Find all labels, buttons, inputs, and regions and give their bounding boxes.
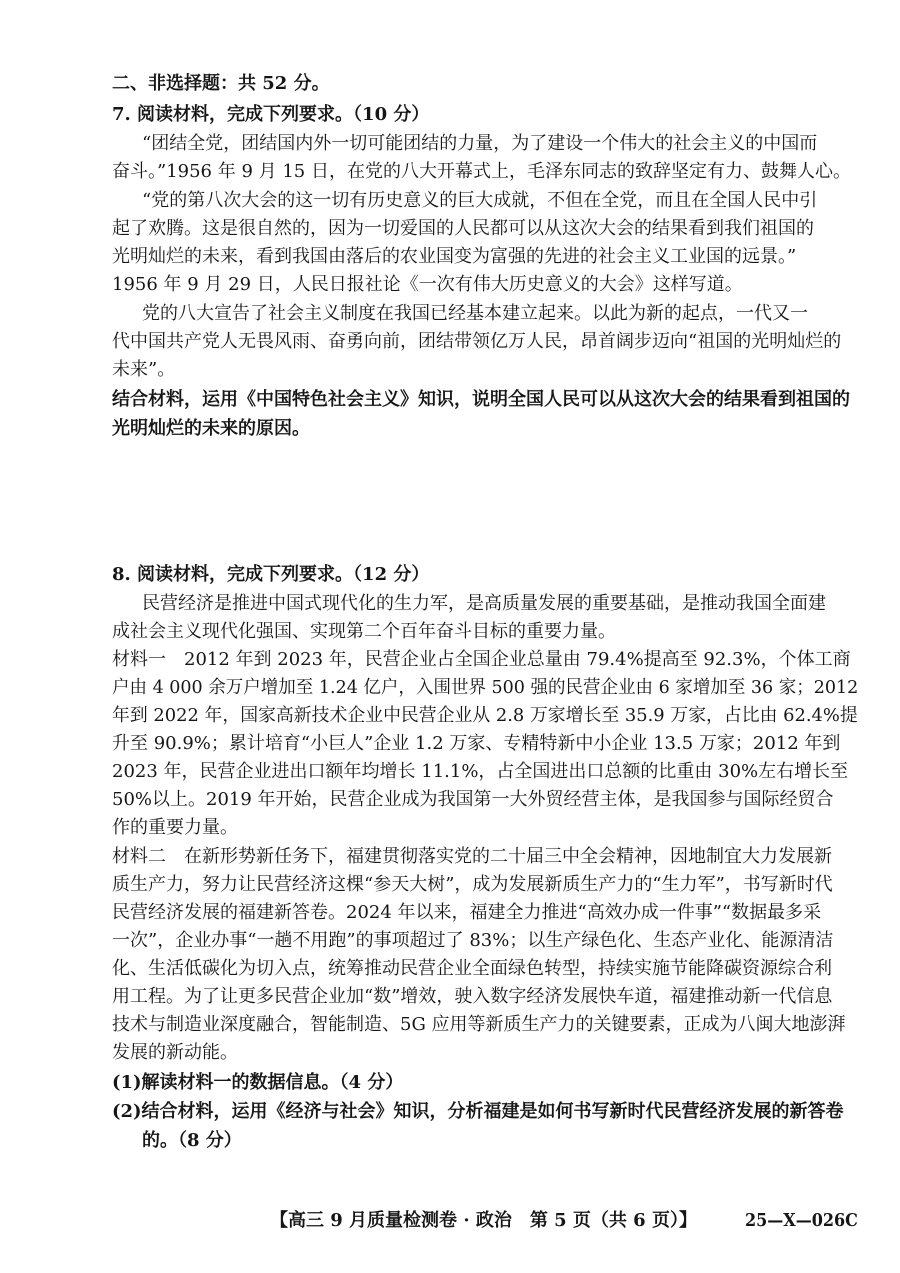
q7-question-line: 结合材料，运用《中国特色社会主义》知识，说明全国人民可以从这次大会的结果看到祖国的 [112,389,850,410]
q8-text-line: 发展的新动能。 [112,1042,238,1063]
q8-question-line: (1)解读材料一的数据信息。（4 分） [112,1072,404,1093]
q8-text-line: 技术与制造业深度融合，智能制造、5G 应用等新质生产力的关键要素，正成为八闽大地澎湃 [112,1014,846,1035]
q8-text-line: 质生产力，努力让民营经济这棵“参天大树”，成为发展新质生产力的“生力军”，书写新时代 [112,874,833,895]
q8-text-line: 升至 90.9%；累计培育“小巨人”企业 1.2 万家、专精特新中小企业 13.5 万家；2012 年到 [112,733,841,754]
q7-text-line: 起了欢腾。这是很自然的，因为一切爱国的人民都可以从这次大会的结果看到我们祖国的 [112,218,814,239]
q8-text-line: 材料二 在新形势新任务下，福建贯彻落实党的二十届三中全会精神，因地制宜大力发展新 [112,846,832,867]
q8-title: 8. 阅读材料，完成下列要求。（12 分） [112,564,430,585]
q8-text-line: 材料一 2012 年到 2023 年，民营企业占全国企业总量由 79.4%提高至 92.3%，个体工商 [112,649,851,670]
q7-text-line: “团结全党，团结国内外一切可能团结的力量，为了建设一个伟大的社会主义的中国而 [142,133,818,154]
q7-text-line: “党的第八次大会的这一切有历史意义的巨大成就，不但在全党，而且在全国人民中引 [142,190,818,211]
q8-text-line: 民营经济发展的福建新答卷。2024 年以来，福建全力推进“高效办成一件事”“数据最多采 [112,902,822,923]
q8-text-line: 成社会主义现代化强国、实现第二个百年奋斗目标的重要力量。 [112,621,616,642]
q8-text-line: 化、生活低碳化为切入点，统筹推动民营企业全面绿色转型，持续实施节能降碳资源综合利 [112,958,832,979]
q7-text-line: 1956 年 9 月 29 日，人民日报社论《一次有伟大历史意义的大会》这样写道。 [112,274,743,295]
q7-title: 7. 阅读材料，完成下列要求。（10 分） [112,104,430,125]
q7-text-line: 未来”。 [112,359,176,380]
q7-text-line: 党的八大宣告了社会主义制度在我国已经基本建立起来。以此为新的起点，一代又一 [142,303,808,324]
q7-text-line: 代中国共产党人无畏风雨、奋勇向前，团结带领亿万人民，昂首阔步迈向“祖国的光明灿烂的 [112,331,842,352]
q7-text-line: 奋斗。”1956 年 9 月 15 日，在党的八大开幕式上，毛泽东同志的致辞坚定有力、鼓舞人心。 [112,161,851,182]
footer-title: 【高三 9 月质量检测卷 · 政治 第 5 页（共 6 页）】 [270,1210,697,1231]
q8-text-line: 民营经济是推进中国式现代化的生力军，是高质量发展的重要基础，是推动我国全面建 [142,593,826,614]
section-heading: 二、非选择题：共 52 分。 [112,73,330,94]
q8-question-line: 的。（8 分） [142,1130,242,1151]
q8-question-line: (2)结合材料，运用《经济与社会》知识，分析福建是如何书写新时代民营经济发展的新答卷 [112,1101,844,1122]
q7-question-line: 光明灿烂的未来的原因。 [112,418,310,439]
q8-text-line: 50%以上。2019 年开始，民营企业成为我国第一大外贸经营主体，是我国参与国际经贸合 [112,789,834,810]
q7-text-line: 光明灿烂的未来，看到我国由落后的农业国变为富强的先进的社会主义工业国的远景。” [112,246,797,267]
q8-text-line: 一次”，企业办事“一趟不用跑”的事项超过了 83%；以生产绿色化、生态产业化、能源清洁 [112,930,834,951]
q8-text-line: 2023 年，民营企业进出口额年均增长 11.1%，占全国进出口总额的比重由 30%左右增长至 [112,761,849,782]
q8-text-line: 年到 2022 年，国家高新技术企业中民营企业从 2.8 万家增长至 35.9 万家，占比由 62.4%提 [112,705,858,726]
q8-text-line: 户由 4 000 余万户增加至 1.24 亿户，入围世界 500 强的民营企业由 6 家增加至 36 家；2012 [112,677,859,698]
q8-text-line: 用工程。为了让更多民营企业加“数”增效，驶入数字经济发展快车道，福建推动新一代信息 [112,986,833,1007]
footer-code: 25—X—026C [745,1210,858,1231]
q8-text-line: 作的重要力量。 [112,817,238,838]
